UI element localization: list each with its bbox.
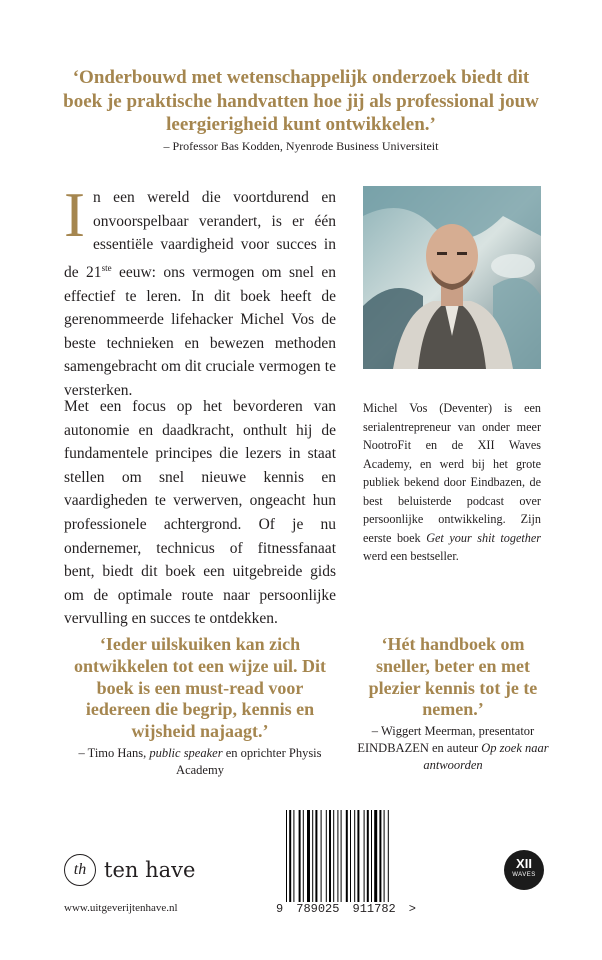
intro-paragraph <box>64 180 336 403</box>
author-bio-book-title: Get your shit together <box>426 530 541 545</box>
publisher-name: ten have <box>104 858 196 882</box>
author-portrait-image <box>363 186 541 369</box>
intro-text-1: n een wereld die voortdurend en onvoorspelbaar verandert, is er één essentiële vaardigheid voor succes in de 21 <box>64 189 336 281</box>
isbn-barcode <box>276 810 416 928</box>
attribution-right-prefix: – Wiggert Meerman, presentator EINDBAZEN en auteur <box>357 724 535 755</box>
attribution-right-book: Op zoek naar antwoorden <box>423 741 549 772</box>
author-photo <box>363 186 541 369</box>
attribution-left-suffix: en oprichter Physis Academy <box>176 746 322 777</box>
xii-waves-logo <box>504 850 544 890</box>
top-quote: ‘Onderbouwd met wetenschappelijk onderzoek biedt dit boek je praktische handvatten hoe jij als professional jouw leergierigheid kunt ontwikkelen.’ <box>63 67 539 135</box>
author-bio <box>363 399 541 566</box>
waves-logo-numeral: XII <box>516 856 532 871</box>
attribution-left-prefix: – Timo Hans, <box>78 746 150 760</box>
endorsement-quote-left: ‘Ieder uilskuiken kan zich ontwikkelen tot een wijze uil. Dit boek is een must-read voor iedereen die begrip, kennis en wijsheid najaagt.’ <box>74 634 326 742</box>
top-quote-attribution: – Professor Bas Kodden, Nyenrode Business Universiteit <box>163 139 439 153</box>
publisher-mark-icon: th <box>64 854 96 886</box>
isbn-quiet-mark: > <box>408 902 416 916</box>
barcode-bars <box>276 810 416 914</box>
intro-text-2: eeuw: ons vermogen om snel en effectief te leren. In dit boek heeft de gerenommeerde lifehacker Michel Vos de beste technieken en bewezen methoden samengebracht om dit cruciale vermogen te versterken. <box>64 263 336 399</box>
waves-logo-text: WAVES <box>512 872 536 878</box>
publisher-url: www.uitgeverijtenhave.nl <box>64 902 178 914</box>
endorsement-quote-right: ‘Hét handboek om sneller, beter en met plezier kennis tot je te nemen.’ <box>368 634 538 720</box>
isbn-digit-lead: 9 <box>276 902 284 916</box>
author-bio-text-2: werd een bestseller. <box>363 549 459 563</box>
attribution-left-role: public speaker <box>149 746 223 760</box>
isbn-digits-left: 789025 <box>296 902 340 916</box>
drop-cap: I <box>64 180 85 250</box>
endorsement-attribution-right <box>355 723 551 774</box>
intro-superscript: ste <box>101 262 112 273</box>
author-bio-text-1: Michel Vos (Deventer) is een serialentrepreneur van onder meer NootroFit en de XII Waves Academy, en werd bij het grote publiek bekend door Eindbazen, de best beluisterde podcast over persoonlijke ontwikkeling. Zijn eerste boek <box>363 401 541 545</box>
publisher-logo <box>64 852 195 888</box>
isbn-digits <box>276 902 416 916</box>
isbn-digits-right: 911782 <box>352 902 396 916</box>
endorsement-attribution-left <box>64 745 336 779</box>
body-paragraph: Met een focus op het bevorderen van autonomie en daadkracht, onthult hij de fundamentele principes die lezers in staat stellen om snel nieuwe kennis en vaardigheden te verwerven, ongeacht hun professionele achtergrond. Of je nu ondernemer, technicus of fitnessfanaat bent, biedt dit boek een uitgebreide gids om de optimale route naar persoonlijke vervulling en succes te ontdekken. <box>64 398 336 628</box>
